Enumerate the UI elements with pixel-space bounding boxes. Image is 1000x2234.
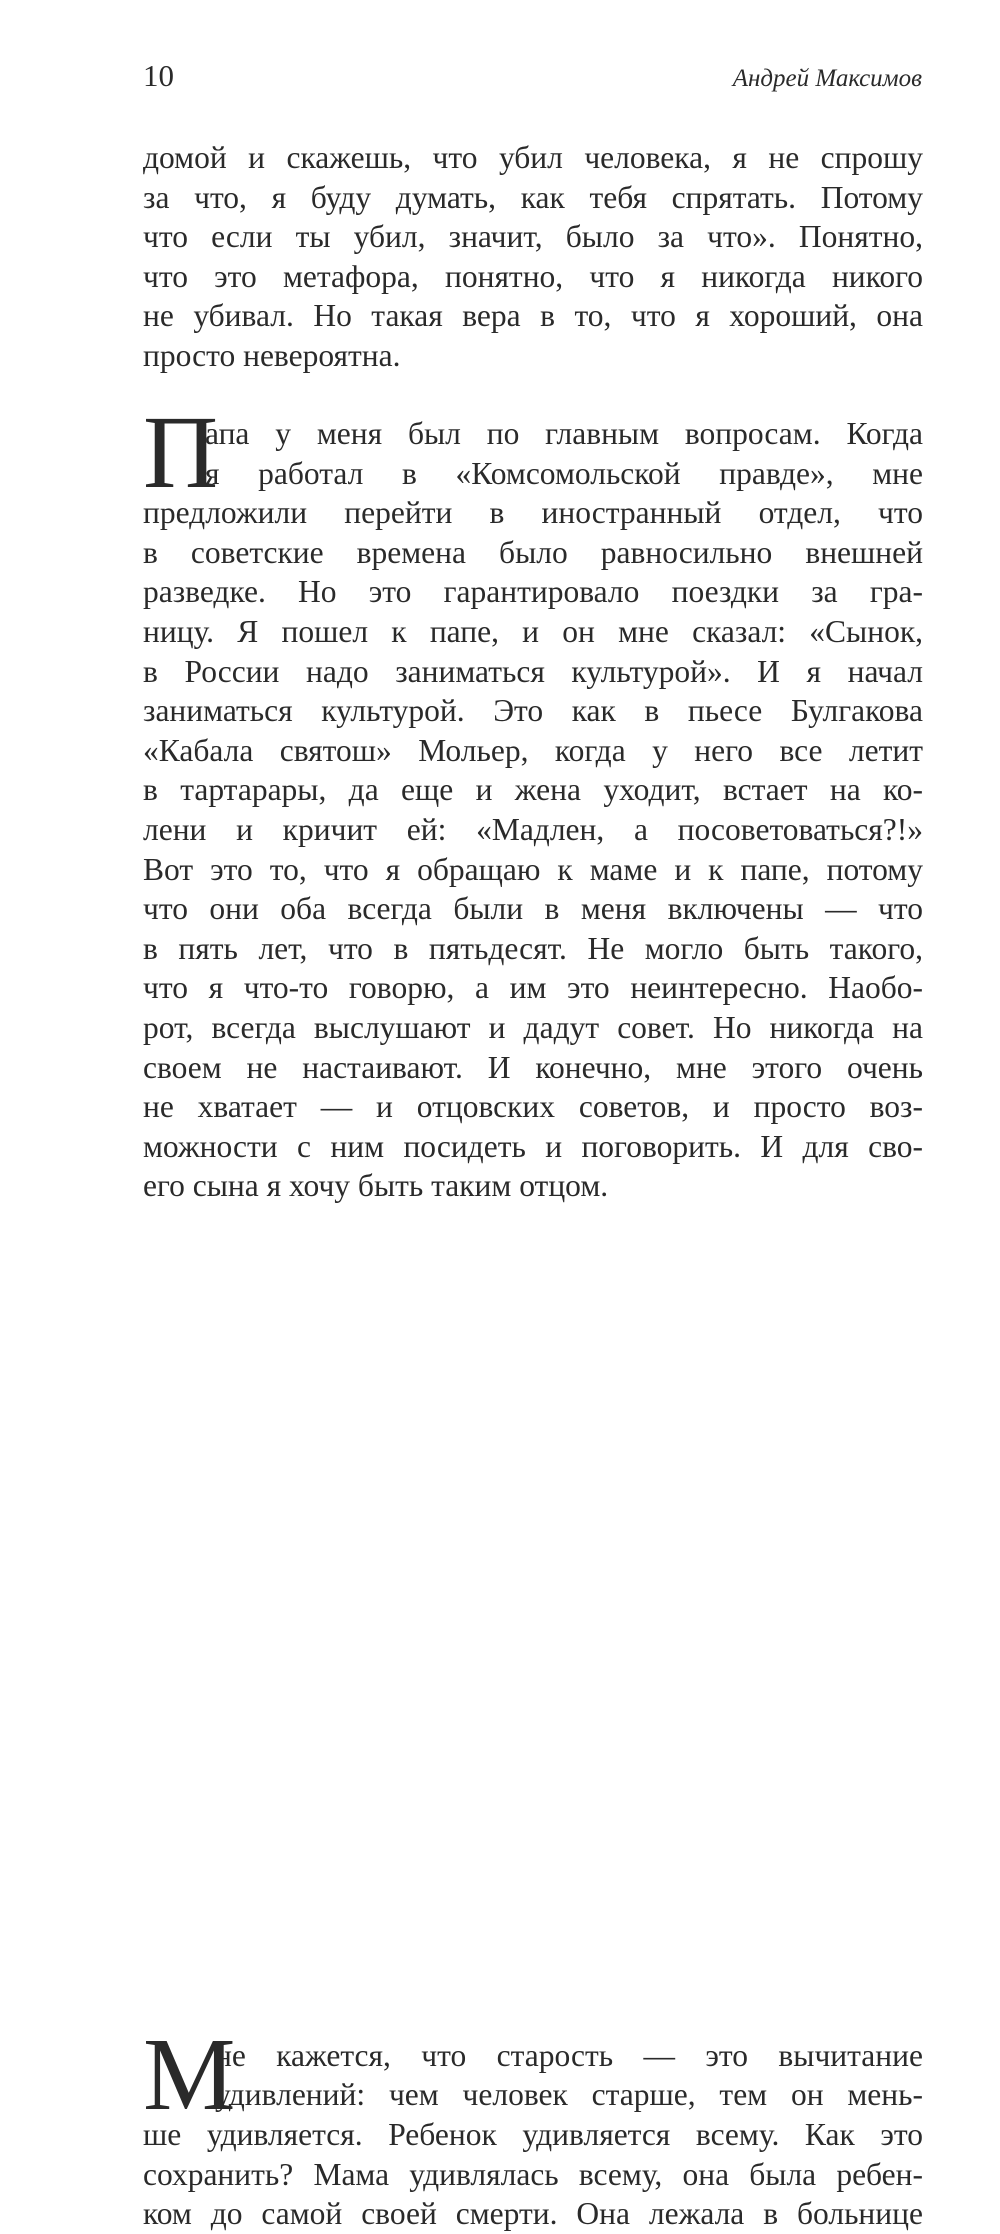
text-line: что это метафора, понятно, что я никогда никого (143, 258, 923, 294)
text-line: лени и кричит ей: «Мадлен, а посоветоваться?!» (143, 811, 923, 847)
running-head-author: Андрей Максимов (732, 65, 922, 92)
text-line: его сына я хочу быть таким отцом. (143, 1168, 609, 1204)
paragraph-2 (143, 395, 923, 1206)
text-line: не кажется, что старость — это вычитание (215, 2037, 923, 2073)
text-line: не хватает — и отцовских советов, и просто воз- (143, 1089, 923, 1125)
text-line: что я что-то говорю, а им это неинтересно. Наобо- (143, 970, 923, 1006)
text-line: апа у меня был по главным вопросам. Когда (205, 416, 923, 451)
text-line: домой и скажешь, что убил человека, я не спрошу (143, 140, 923, 175)
text-line: Вот это то, что я обращаю к маме и к папе, потому (143, 851, 923, 887)
text-line: просто невероятна. (143, 337, 401, 373)
paragraph-1 (143, 138, 923, 376)
text-line: за что, я буду думать, как тебя спрятать. Потому (143, 179, 923, 215)
text-line: в советские времена было равносильно внешней (143, 534, 923, 570)
text-line: предложили перейти в иностранный отдел, что (143, 495, 923, 531)
text-line: «Кабала святош» Мольер, когда у него все летит (143, 732, 923, 768)
text-line: что они оба всегда были в меня включены — что (143, 891, 923, 927)
text-line: я работал в «Комсомольской правде», мне (205, 455, 923, 491)
page-number: 10 (143, 58, 174, 93)
text-line: в тартарары, да еще и жена уходит, встает на ко- (143, 772, 923, 808)
paragraph-3 (143, 2016, 923, 2234)
text-line: ком до самой своей смерти. Она лежала в больнице (143, 2196, 923, 2232)
text-line: ницу. Я пошел к папе, и он мне сказал: «Сынок, (143, 613, 923, 649)
drop-cap-letter: П (143, 395, 219, 510)
text-line: своем не настаивают. И конечно, мне этого очень (143, 1049, 923, 1085)
text-line: ше удивляется. Ребенок удивляется всему. Как это (143, 2117, 923, 2153)
text-line: можности с ним посидеть и поговорить. И для сво- (143, 1128, 923, 1164)
text-line: рот, всегда выслушают и дадут совет. Но никогда на (143, 1009, 923, 1045)
text-line: что если ты убил, значит, было за что». Понятно, (143, 219, 923, 255)
text-line: заниматься культурой. Это как в пьесе Булгакова (143, 693, 923, 729)
text-line: удивлений: чем человек старше, тем он мень- (215, 2077, 923, 2113)
text-line: в России надо заниматься культурой». И я начал (143, 653, 923, 689)
text-line: в пять лет, что в пятьдесят. Не могло быть такого, (143, 930, 923, 966)
text-line: не убивал. Но такая вера в то, что я хороший, она (143, 298, 923, 334)
drop-cap-letter: М (143, 2016, 236, 2132)
text-line: разведке. Но это гарантировало поездки за гра- (143, 574, 923, 610)
text-line: сохранить? Мама удивлялась всему, она была ребен- (143, 2156, 923, 2192)
